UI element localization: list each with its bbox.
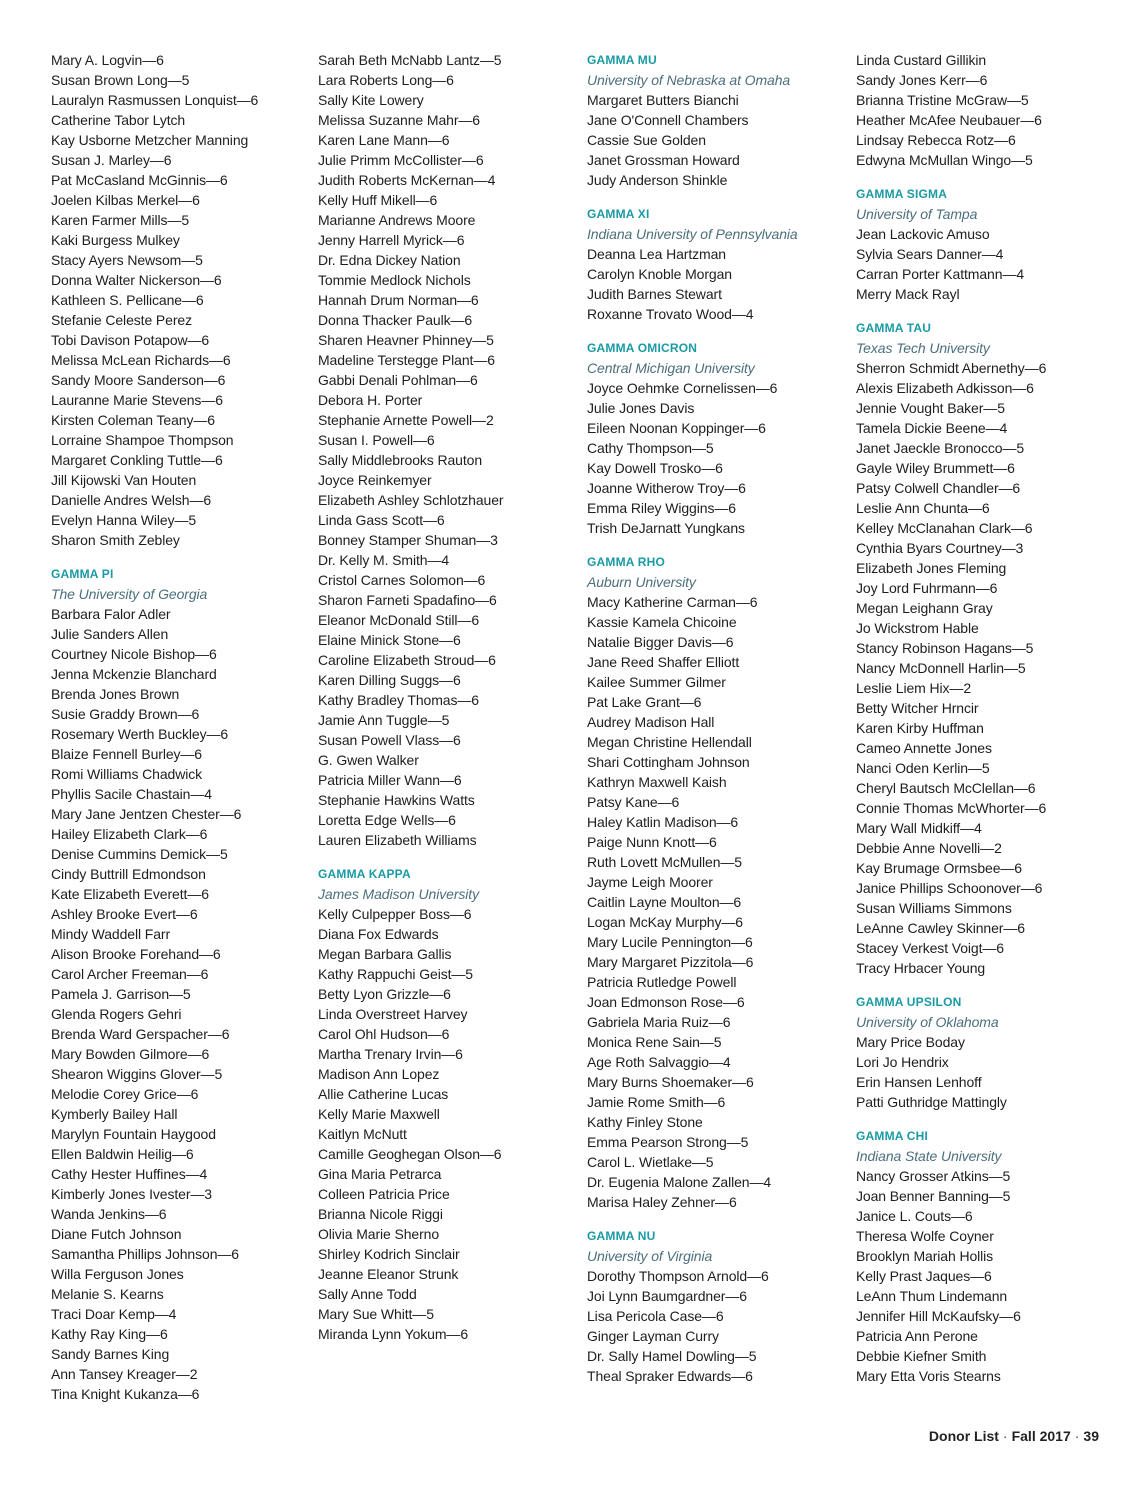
donor-name: Lindsay Rebecca Rotz—6 [856, 132, 1016, 148]
donor-name: Jean Lackovic Amuso [856, 226, 990, 242]
chapter-heading: GAMMA SIGMA [856, 187, 948, 201]
donor-name: Danielle Andres Welsh—6 [51, 492, 212, 508]
donor-name: Megan Christine Hellendall [587, 734, 752, 750]
donor-name: Jenna Mckenzie Blanchard [51, 666, 217, 682]
donor-name: Patti Guthridge Mattingly [856, 1094, 1007, 1110]
donor-name: Tamela Dickie Beene—4 [856, 420, 1008, 436]
donor-name: Diana Fox Edwards [318, 926, 439, 942]
donor-name: Kay Usborne Metzcher Manning [51, 132, 249, 148]
donor-name: Shirley Kodrich Sinclair [318, 1246, 460, 1262]
chapter-section [587, 1226, 837, 1386]
chapter-section [856, 318, 1106, 978]
donor-name: Evelyn Hanna Wiley—5 [51, 512, 197, 528]
donor-name: Mary Price Boday [856, 1034, 965, 1050]
donor-name: Kimberly Jones Ivester—3 [51, 1186, 212, 1202]
donor-name: Lori Jo Hendrix [856, 1054, 949, 1070]
donor-name: Janet Jaeckle Bronocco—5 [856, 440, 1025, 456]
donor-name: Glenda Rogers Gehri [51, 1006, 182, 1022]
donor-name: Stancy Robinson Hagans—5 [856, 640, 1034, 656]
donor-name: Romi Williams Chadwick [51, 766, 203, 782]
donor-name: Betty Lyon Grizzle—6 [318, 986, 451, 1002]
school-name: University of Virginia [587, 1248, 713, 1264]
donor-name: Susan J. Marley—6 [51, 152, 172, 168]
donor-name: Joanne Witherow Troy—6 [587, 480, 746, 496]
donor-name: Sharon Smith Zebley [51, 532, 180, 548]
donor-name: Linda Custard Gillikin [856, 52, 987, 68]
donor-name: Emma Pearson Strong—5 [587, 1134, 749, 1150]
donor-name: Joy Lord Fuhrmann—6 [856, 580, 998, 596]
column-1 [51, 50, 301, 1404]
donor-name: Age Roth Salvaggio—4 [587, 1054, 731, 1070]
donor-name: Theresa Wolfe Coyner [856, 1228, 994, 1244]
donor-name: Sharon Farneti Spadafino—6 [318, 592, 497, 608]
donor-name: Diane Futch Johnson [51, 1226, 182, 1242]
donor-name: Elizabeth Ashley Schlotzhauer [318, 492, 504, 508]
chapter-heading: GAMMA NU [587, 1229, 656, 1243]
donor-name: Betty Witcher Hrncir [856, 700, 979, 716]
chapter-heading: GAMMA RHO [587, 555, 666, 569]
donor-name: Ginger Layman Curry [587, 1328, 719, 1344]
donor-name: Rosemary Werth Buckley—6 [51, 726, 229, 742]
donor-name: Dorothy Thompson Arnold—6 [587, 1268, 769, 1284]
donor-name: Julie Primm McCollister—6 [318, 152, 484, 168]
donor-name: Shearon Wiggins Glover—5 [51, 1066, 223, 1082]
donor-name: Judith Barnes Stewart [587, 286, 722, 302]
donor-name: Kelly Prast Jaques—6 [856, 1268, 992, 1284]
school-name: James Madison University [318, 886, 479, 902]
donor-name: Debbie Kiefner Smith [856, 1348, 987, 1364]
donor-name: Roxanne Trovato Wood—4 [587, 306, 754, 322]
donor-name: Susan Powell Vlass—6 [318, 732, 461, 748]
donor-name: Kathy Bradley Thomas—6 [318, 692, 479, 708]
donor-name: Karen Farmer Mills—5 [51, 212, 190, 228]
donor-name: Jennie Vought Baker—5 [856, 400, 1005, 416]
donor-name: Hailey Elizabeth Clark—6 [51, 826, 208, 842]
donor-name: Hannah Drum Norman—6 [318, 292, 479, 308]
chapter-heading: GAMMA PI [51, 567, 114, 581]
donor-name: Jayme Leigh Moorer [587, 874, 713, 890]
donor-name: Donna Thacker Paulk—6 [318, 312, 473, 328]
donor-name: Sylvia Sears Danner—4 [856, 246, 1004, 262]
donor-name: Eileen Noonan Koppinger—6 [587, 420, 766, 436]
donor-name: Jamie Rome Smith—6 [587, 1094, 726, 1110]
donor-name: Mary Margaret Pizzitola—6 [587, 954, 754, 970]
chapter-section [51, 50, 301, 550]
donor-name: Patsy Kane—6 [587, 794, 680, 810]
donor-name: Deanna Lea Hartzman [587, 246, 726, 262]
donor-name: LeAnne Cawley Skinner—6 [856, 920, 1025, 936]
donor-name: Merry Mack Rayl [856, 286, 960, 302]
donor-name: Haley Katlin Madison—6 [587, 814, 739, 830]
donor-name: Phyllis Sacile Chastain—4 [51, 786, 212, 802]
donor-name: Tommie Medlock Nichols [318, 272, 471, 288]
chapter-section [51, 564, 301, 1404]
donor-name: Sandy Barnes King [51, 1346, 170, 1362]
donor-name: Patricia Miller Wann—6 [318, 772, 462, 788]
footer-issue: Fall 2017 [1011, 1428, 1071, 1444]
donor-name: Elizabeth Jones Fleming [856, 560, 1007, 576]
donor-name: Denise Cummins Demick—5 [51, 846, 228, 862]
donor-name: Kathleen S. Pellicane—6 [51, 292, 204, 308]
donor-name: Joi Lynn Baumgardner—6 [587, 1288, 747, 1304]
chapter-section [587, 50, 837, 190]
footer-separator: · [1074, 1428, 1080, 1444]
donor-name: Melodie Corey Grice—6 [51, 1086, 199, 1102]
donor-name: Mindy Waddell Farr [51, 926, 171, 942]
donor-name: Janice Phillips Schoonover—6 [856, 880, 1043, 896]
donor-name: Macy Katherine Carman—6 [587, 594, 758, 610]
chapter-heading: GAMMA OMICRON [587, 341, 698, 355]
donor-name: Sandy Moore Sanderson—6 [51, 372, 226, 388]
donor-name: Mary Bowden Gilmore—6 [51, 1046, 210, 1062]
donor-name: Audrey Madison Hall [587, 714, 715, 730]
donor-name: Eleanor McDonald Still—6 [318, 612, 480, 628]
donor-name: Melissa Suzanne Mahr—6 [318, 112, 480, 128]
donor-name: Dr. Edna Dickey Nation [318, 252, 461, 268]
school-name: Auburn University [587, 574, 696, 590]
donor-name: Shari Cottingham Johnson [587, 754, 750, 770]
donor-name: Linda Overstreet Harvey [318, 1006, 468, 1022]
donor-name: Allie Catherine Lucas [318, 1086, 449, 1102]
donor-name: Cameo Annette Jones [856, 740, 992, 756]
donor-name: Susan Brown Long—5 [51, 72, 190, 88]
donor-name: Janet Grossman Howard [587, 152, 740, 168]
donor-name: Monica Rene Sain—5 [587, 1034, 722, 1050]
donor-name: Kelly Huff Mikell—6 [318, 192, 438, 208]
donor-name: Martha Trenary Irvin—6 [318, 1046, 463, 1062]
donor-name: Stephanie Hawkins Watts [318, 792, 475, 808]
donor-name: Caitlin Layne Moulton—6 [587, 894, 742, 910]
donor-name: Alexis Elizabeth Adkisson—6 [856, 380, 1034, 396]
school-name: Indiana State University [856, 1148, 1002, 1164]
donor-name: Judith Roberts McKernan—4 [318, 172, 496, 188]
donor-name: Lisa Pericola Case—6 [587, 1308, 724, 1324]
donor-name: Paige Nunn Knott—6 [587, 834, 717, 850]
donor-name: Samantha Phillips Johnson—6 [51, 1246, 239, 1262]
donor-name: Stephanie Arnette Powell—2 [318, 412, 494, 428]
donor-name: Joyce Oehmke Cornelissen—6 [587, 380, 778, 396]
donor-name: Cindy Buttrill Edmondson [51, 866, 206, 882]
donor-name: Pat McCasland McGinnis—6 [51, 172, 228, 188]
donor-name: Brianna Nicole Riggi [318, 1206, 443, 1222]
donor-name: Mary Etta Voris Stearns [856, 1368, 1001, 1384]
chapter-heading: GAMMA KAPPA [318, 867, 411, 881]
donor-name: Tracy Hrbacer Young [856, 960, 986, 976]
chapter-heading: GAMMA UPSILON [856, 995, 962, 1009]
donor-name: Cathy Thompson—5 [587, 440, 714, 456]
donor-name: Julie Sanders Allen [51, 626, 169, 642]
donor-name: Linda Gass Scott—6 [318, 512, 445, 528]
donor-name: Kassie Kamela Chicoine [587, 614, 737, 630]
donor-name: Sally Kite Lowery [318, 92, 424, 108]
donor-name: Joan Edmonson Rose—6 [587, 994, 745, 1010]
chapter-section [587, 338, 837, 538]
donor-name: Madison Ann Lopez [318, 1066, 440, 1082]
donor-name: Megan Leighann Gray [856, 600, 993, 616]
footer-title: Donor List [928, 1428, 999, 1444]
chapter-heading: GAMMA MU [587, 53, 657, 67]
donor-name: Sally Middlebrooks Rauton [318, 452, 483, 468]
donor-name: Nancy McDonnell Harlin—5 [856, 660, 1026, 676]
donor-name: Marianne Andrews Moore [318, 212, 476, 228]
donor-name: Sharen Heavner Phinney—5 [318, 332, 494, 348]
donor-name: Karen Dilling Suggs—6 [318, 672, 461, 688]
donor-name: Jill Kijowski Van Houten [51, 472, 197, 488]
donor-name: Ruth Lovett McMullen—5 [587, 854, 742, 870]
donor-name: Edwyna McMullan Wingo—5 [856, 152, 1033, 168]
school-name: Central Michigan University [587, 360, 755, 376]
donor-name: Theal Spraker Edwards—6 [587, 1368, 753, 1384]
donor-name: Jeanne Eleanor Strunk [318, 1266, 459, 1282]
donor-name: Kirsten Coleman Teany—6 [51, 412, 215, 428]
donor-name: Nanci Oden Kerlin—5 [856, 760, 990, 776]
donor-name: Gayle Wiley Brummett—6 [856, 460, 1015, 476]
donor-name: Gina Maria Petrarca [318, 1166, 442, 1182]
donor-name: Natalie Bigger Davis—6 [587, 634, 734, 650]
donor-name: Melanie S. Kearns [51, 1286, 164, 1302]
donor-name: Ashley Brooke Evert—6 [51, 906, 198, 922]
donor-name: Patricia Ann Perone [856, 1328, 978, 1344]
donor-name: Connie Thomas McWhorter—6 [856, 800, 1047, 816]
donor-name: Stacy Ayers Newsom—5 [51, 252, 203, 268]
chapter-section [318, 50, 568, 850]
column-3 [587, 50, 837, 1386]
school-name: University of Tampa [856, 206, 978, 222]
donor-name: Margaret Butters Bianchi [587, 92, 739, 108]
donor-name: Kaitlyn McNutt [318, 1126, 407, 1142]
donor-name: Kate Elizabeth Everett—6 [51, 886, 209, 902]
donor-name: LeAnn Thum Lindemann [856, 1288, 1008, 1304]
donor-name: Leslie Liem Hix—2 [856, 680, 972, 696]
donor-name: Jennifer Hill McKaufsky—6 [856, 1308, 1021, 1324]
donor-name: Alison Brooke Forehand—6 [51, 946, 221, 962]
donor-name: Sarah Beth McNabb Lantz—5 [318, 52, 502, 68]
donor-name: Brenda Ward Gerspacher—6 [51, 1026, 230, 1042]
donor-name: Marylyn Fountain Haygood [51, 1126, 216, 1142]
donor-name: Joyce Reinkemyer [318, 472, 432, 488]
donor-name: Brianna Tristine McGraw—5 [856, 92, 1029, 108]
chapter-heading: GAMMA CHI [856, 1129, 929, 1143]
donor-name: Cathy Hester Huffines—4 [51, 1166, 208, 1182]
donor-name: Patsy Colwell Chandler—6 [856, 480, 1021, 496]
donor-name: Cassie Sue Golden [587, 132, 706, 148]
donor-name: Jane O'Connell Chambers [587, 112, 749, 128]
donor-name: Colleen Patricia Price [318, 1186, 450, 1202]
donor-name: Margaret Conkling Tuttle—6 [51, 452, 223, 468]
donor-name: Miranda Lynn Yokum—6 [318, 1326, 469, 1342]
donor-name: Debora H. Porter [318, 392, 423, 408]
donor-name: Kay Dowell Trosko—6 [587, 460, 723, 476]
school-name: University of Nebraska at Omaha [587, 72, 791, 88]
donor-name: Kathy Ray King—6 [51, 1326, 168, 1342]
donor-name: Camille Geoghegan Olson—6 [318, 1146, 502, 1162]
donor-name: Tobi Davison Potapow—6 [51, 332, 210, 348]
donor-name: Ann Tansey Kreager—2 [51, 1366, 198, 1382]
donor-name: Kelley McClanahan Clark—6 [856, 520, 1033, 536]
donor-name: Julie Jones Davis [587, 400, 695, 416]
donor-name: Catherine Tabor Lytch [51, 112, 186, 128]
chapter-section [318, 864, 568, 1344]
donor-name: Carran Porter Kattmann—4 [856, 266, 1025, 282]
donor-name: Donna Walter Nickerson—6 [51, 272, 222, 288]
donor-name: Cheryl Bautsch McClellan—6 [856, 780, 1036, 796]
donor-name: Pamela J. Garrison—5 [51, 986, 191, 1002]
donor-name: Mary Sue Whitt—5 [318, 1306, 434, 1322]
donor-name: Kathy Rappuchi Geist—5 [318, 966, 473, 982]
donor-name: Mary A. Logvin—6 [51, 52, 164, 68]
donor-name: Gabbi Denali Pohlman—6 [318, 372, 478, 388]
donor-name: Lorraine Shampoe Thompson [51, 432, 234, 448]
donor-name: Cynthia Byars Courtney—3 [856, 540, 1024, 556]
donor-name: Kaki Burgess Mulkey [51, 232, 180, 248]
donor-name: Erin Hansen Lenhoff [856, 1074, 982, 1090]
donor-name: Leslie Ann Chunta—6 [856, 500, 990, 516]
column-4 [856, 50, 1106, 1386]
donor-name: Debbie Anne Novelli—2 [856, 840, 1002, 856]
donor-name: Loretta Edge Wells—6 [318, 812, 456, 828]
donor-name: Heather McAfee Neubauer—6 [856, 112, 1042, 128]
chapter-heading: GAMMA TAU [856, 321, 932, 335]
donor-name: Wanda Jenkins—6 [51, 1206, 167, 1222]
page-footer [929, 1428, 1099, 1444]
donor-name: Tina Knight Kukanza—6 [51, 1386, 200, 1402]
chapter-section [587, 552, 837, 1212]
donor-name: Olivia Marie Sherno [318, 1226, 440, 1242]
donor-name: Kelly Marie Maxwell [318, 1106, 440, 1122]
donor-name: Kailee Summer Gilmer [587, 674, 726, 690]
donor-name: Caroline Elizabeth Stroud—6 [318, 652, 496, 668]
donor-name: Susie Graddy Brown—6 [51, 706, 200, 722]
donor-name: Traci Doar Kemp—4 [51, 1306, 177, 1322]
donor-name: Sherron Schmidt Abernethy—6 [856, 360, 1047, 376]
donor-name: Jamie Ann Tuggle—5 [318, 712, 450, 728]
donor-name: Bonney Stamper Shuman—3 [318, 532, 498, 548]
chapter-section [587, 204, 837, 324]
donor-name: Stefanie Celeste Perez [51, 312, 192, 328]
donor-name: Marisa Haley Zehner—6 [587, 1194, 737, 1210]
donor-name: Carol Archer Freeman—6 [51, 966, 209, 982]
donor-name: Karen Kirby Huffman [856, 720, 984, 736]
donor-name: Blaize Fennell Burley—6 [51, 746, 202, 762]
donor-name: Madeline Terstegge Plant—6 [318, 352, 495, 368]
donor-name: Patricia Rutledge Powell [587, 974, 737, 990]
donor-name: Dr. Kelly M. Smith—4 [318, 552, 450, 568]
column-2 [318, 50, 568, 1344]
donor-name: Logan McKay Murphy—6 [587, 914, 743, 930]
donor-name: Gabriela Maria Ruiz—6 [587, 1014, 731, 1030]
donor-name: Nancy Grosser Atkins—5 [856, 1168, 1011, 1184]
donor-name: Pat Lake Grant—6 [587, 694, 702, 710]
school-name: The University of Georgia [51, 586, 208, 602]
donor-name: Kelly Culpepper Boss—6 [318, 906, 472, 922]
donor-name: Jenny Harrell Myrick—6 [318, 232, 465, 248]
donor-name: Sally Anne Todd [318, 1286, 417, 1302]
donor-name: Carolyn Knoble Morgan [587, 266, 732, 282]
donor-name: Courtney Nicole Bishop—6 [51, 646, 217, 662]
donor-name: Trish DeJarnatt Yungkans [587, 520, 745, 536]
chapter-heading: GAMMA XI [587, 207, 650, 221]
chapter-section [856, 184, 1106, 304]
donor-name: Dr. Sally Hamel Dowling—5 [587, 1348, 757, 1364]
donor-name: Jo Wickstrom Hable [856, 620, 979, 636]
donor-name: Kay Brumage Ormsbee—6 [856, 860, 1022, 876]
donor-name: Judy Anderson Shinkle [587, 172, 728, 188]
donor-name: Ellen Baldwin Heilig—6 [51, 1146, 194, 1162]
donor-name: Emma Riley Wiggins—6 [587, 500, 736, 516]
donor-name: Mary Burns Shoemaker—6 [587, 1074, 754, 1090]
donor-name: Jane Reed Shaffer Elliott [587, 654, 740, 670]
donor-name: Joan Benner Banning—5 [856, 1188, 1011, 1204]
page-number: 39 [1083, 1428, 1099, 1444]
donor-name: Carol L. Wietlake—5 [587, 1154, 714, 1170]
donor-name: Lauralyn Rasmussen Lonquist—6 [51, 92, 259, 108]
donor-name: Willa Ferguson Jones [51, 1266, 184, 1282]
donor-name: G. Gwen Walker [318, 752, 419, 768]
donor-name: Carol Ohl Hudson—6 [318, 1026, 450, 1042]
donor-name: Mary Jane Jentzen Chester—6 [51, 806, 242, 822]
chapter-section [856, 992, 1106, 1112]
donor-name: Melissa McLean Richards—6 [51, 352, 231, 368]
donor-name: Lara Roberts Long—6 [318, 72, 454, 88]
donor-name: Barbara Falor Adler [51, 606, 171, 622]
donor-name: Joelen Kilbas Merkel—6 [51, 192, 200, 208]
donor-name: Kathryn Maxwell Kaish [587, 774, 727, 790]
donor-name: Kymberly Bailey Hall [51, 1106, 178, 1122]
donor-name: Brenda Jones Brown [51, 686, 180, 702]
donor-name: Sandy Jones Kerr—6 [856, 72, 988, 88]
donor-name: Susan Williams Simmons [856, 900, 1012, 916]
donor-name: Kathy Finley Stone [587, 1114, 703, 1130]
donor-name: Cristol Carnes Solomon—6 [318, 572, 486, 588]
donor-name: Karen Lane Mann—6 [318, 132, 450, 148]
donor-name: Janice L. Couts—6 [856, 1208, 973, 1224]
donor-name: Brooklyn Mariah Hollis [856, 1248, 994, 1264]
chapter-section [856, 1126, 1106, 1386]
donor-name: Mary Lucile Pennington—6 [587, 934, 753, 950]
donor-name: Lauren Elizabeth Williams [318, 832, 477, 848]
school-name: Texas Tech University [856, 340, 990, 356]
school-name: University of Oklahoma [856, 1014, 999, 1030]
donor-name: Stacey Verkest Voigt—6 [856, 940, 1004, 956]
donor-name: Mary Wall Midkiff—4 [856, 820, 982, 836]
donor-name: Megan Barbara Gallis [318, 946, 452, 962]
donor-name: Lauranne Marie Stevens—6 [51, 392, 223, 408]
donor-name: Susan I. Powell—6 [318, 432, 435, 448]
footer-separator: · [1002, 1428, 1008, 1444]
donor-name: Dr. Eugenia Malone Zallen—4 [587, 1174, 772, 1190]
chapter-section [856, 50, 1106, 170]
donor-name: Elaine Minick Stone—6 [318, 632, 461, 648]
school-name: Indiana University of Pennsylvania [587, 226, 798, 242]
